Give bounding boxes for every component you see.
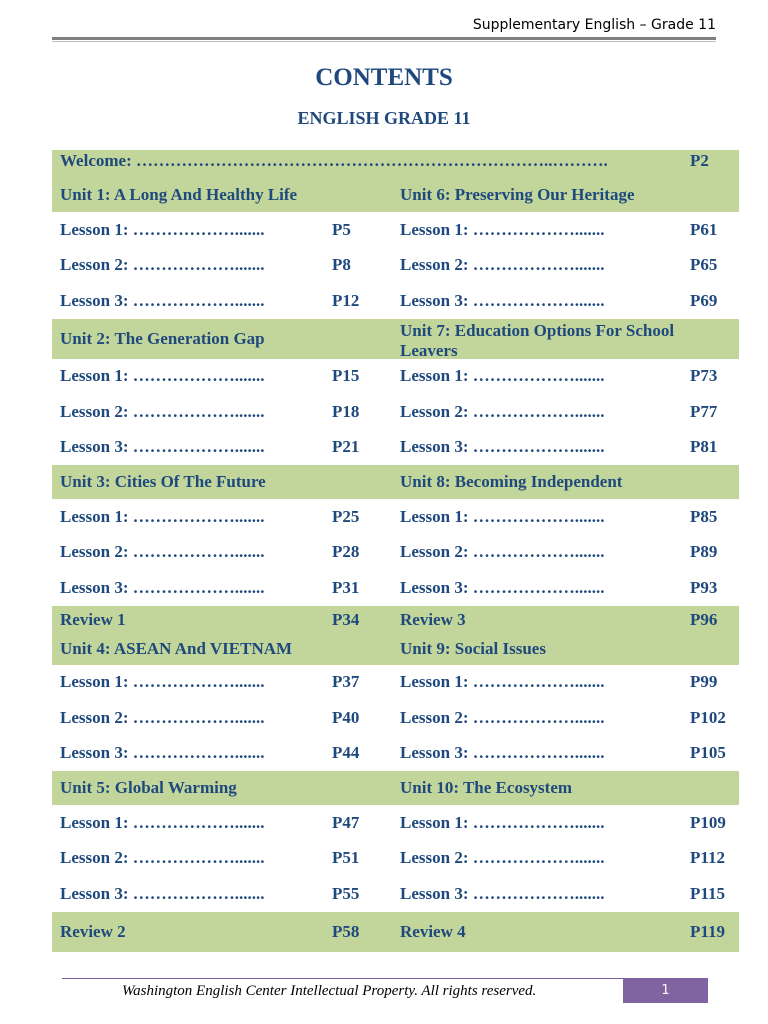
review-label-right: Review 4 — [400, 921, 466, 941]
unit-title-left: Unit 4: ASEAN And VIETNAM — [60, 639, 293, 658]
page-ref-right: P77 — [690, 401, 718, 421]
lesson-row — [52, 841, 739, 877]
page-ref-right: P105 — [690, 743, 726, 763]
header-rule-thin — [52, 41, 716, 42]
unit-title-left: Unit 5: Global Warming — [60, 778, 237, 797]
page-ref-left: P44 — [332, 743, 360, 763]
page-ref-left: P5 — [332, 219, 351, 239]
review-label-left: Review 1 — [60, 609, 126, 629]
page-ref-left: P51 — [332, 848, 360, 868]
unit-row — [52, 465, 739, 499]
footer-rule — [62, 978, 708, 979]
lesson-row — [52, 212, 739, 248]
lesson-label-left: Lesson 1: ………………....... — [60, 219, 265, 239]
lesson-label-right: Lesson 3: ………………....... — [400, 290, 605, 310]
lesson-row — [52, 535, 739, 571]
page-ref-left: P40 — [332, 707, 360, 727]
unit-title-right: Unit 8: Becoming Independent — [400, 472, 623, 491]
unit-title-right: Unit 6: Preserving Our Heritage — [400, 185, 635, 204]
page-ref-left: P8 — [332, 255, 351, 275]
lesson-label-left: Lesson 3: ………………....... — [60, 743, 265, 763]
unit-title-left: Unit 3: Cities Of The Future — [60, 472, 266, 491]
lesson-label-left: Lesson 3: ………………....... — [60, 577, 265, 597]
unit-title-left: Unit 2: The Generation Gap — [60, 328, 265, 348]
lesson-label-left: Lesson 1: ………………....... — [60, 672, 265, 692]
page-ref-left: P55 — [332, 883, 360, 903]
lesson-label-left: Lesson 1: ………………....... — [60, 506, 265, 526]
lesson-label-left: Lesson 1: ………………....... — [60, 812, 265, 832]
review-label-left: Review 2 — [60, 921, 126, 941]
page-ref-right: P96 — [690, 609, 718, 629]
page-ref-left: P31 — [332, 577, 360, 597]
page-number: 1 — [623, 979, 708, 1003]
lesson-label-left: Lesson 2: ………………....... — [60, 542, 265, 562]
header-rule — [52, 37, 716, 40]
page-ref-right: P89 — [690, 542, 718, 562]
page-ref-right: P112 — [690, 848, 725, 868]
lesson-label-left: Lesson 3: ………………....... — [60, 290, 265, 310]
lesson-label-right: Lesson 1: ………………....... — [400, 672, 605, 692]
lesson-label-right: Lesson 3: ………………....... — [400, 743, 605, 763]
lesson-row — [52, 359, 739, 395]
review-row — [52, 912, 739, 952]
lesson-label-right: Lesson 2: ………………....... — [400, 542, 605, 562]
page-ref-left: P12 — [332, 290, 360, 310]
table-of-contents — [52, 150, 739, 952]
lesson-label-right: Lesson 3: ………………....... — [400, 577, 605, 597]
lesson-label-right: Lesson 2: ………………....... — [400, 848, 605, 868]
page-subtitle: ENGLISH GRADE 11 — [297, 108, 471, 128]
lesson-label-right: Lesson 2: ………………....... — [400, 401, 605, 421]
page-title: CONTENTS — [315, 64, 453, 91]
lesson-row — [52, 805, 739, 841]
unit-title-right: Unit 7: Education Options For School Leavers — [400, 320, 675, 360]
page-ref-left: P37 — [332, 672, 360, 692]
unit-row — [52, 634, 739, 665]
lesson-label-left: Lesson 3: ………………....... — [60, 437, 265, 457]
unit-row — [52, 771, 739, 805]
lesson-label-right: Lesson 1: ………………....... — [400, 219, 605, 239]
lesson-label-left: Lesson 1: ………………....... — [60, 366, 265, 386]
lesson-row — [52, 394, 739, 430]
welcome-page: P2 — [690, 151, 709, 170]
lesson-label-right: Lesson 3: ………………....... — [400, 437, 605, 457]
lesson-label-left: Lesson 2: ………………....... — [60, 707, 265, 727]
page-ref-left: P15 — [332, 366, 360, 386]
page-ref-right: P99 — [690, 672, 718, 692]
lesson-row — [52, 665, 739, 701]
page-ref-left: P58 — [332, 921, 360, 941]
welcome-label: Welcome: ………………………………………………………………..………. — [60, 151, 608, 170]
page-ref-right: P119 — [690, 921, 725, 941]
page-ref-right: P85 — [690, 506, 718, 526]
unit-title-right: Unit 10: The Ecosystem — [400, 778, 573, 797]
lesson-label-right: Lesson 3: ………………....... — [400, 883, 605, 903]
unit-row — [52, 319, 739, 359]
footer-copyright: Washington English Center Intellectual Property. All rights reserved. — [122, 983, 537, 999]
lesson-label-left: Lesson 2: ………………....... — [60, 848, 265, 868]
running-header: Supplementary English – Grade 11 — [472, 17, 716, 33]
review-label-right: Review 3 — [400, 609, 466, 629]
page-ref-left: P18 — [332, 401, 360, 421]
unit-title-left: Unit 1: A Long And Healthy Life — [60, 185, 298, 204]
page-ref-right: P73 — [690, 366, 718, 386]
lesson-row — [52, 499, 739, 535]
page-ref-right: P81 — [690, 437, 718, 457]
page-ref-left: P21 — [332, 437, 360, 457]
page-ref-right: P109 — [690, 812, 726, 832]
lesson-label-right: Lesson 2: ………………....... — [400, 707, 605, 727]
page-ref-left: P25 — [332, 506, 360, 526]
page-ref-left: P47 — [332, 812, 360, 832]
page-ref-right: P61 — [690, 219, 718, 239]
lesson-row — [52, 700, 739, 736]
lesson-label-right: Lesson 1: ………………....... — [400, 366, 605, 386]
lesson-row — [52, 876, 739, 912]
page-ref-right: P102 — [690, 707, 726, 727]
unit-title-right: Unit 9: Social Issues — [400, 639, 546, 658]
lesson-row — [52, 736, 739, 772]
lesson-label-right: Lesson 1: ………………....... — [400, 812, 605, 832]
page-ref-left: P34 — [332, 609, 360, 629]
welcome-row — [52, 150, 739, 178]
lesson-label-left: Lesson 2: ………………....... — [60, 401, 265, 421]
lesson-label-left: Lesson 3: ………………....... — [60, 883, 265, 903]
lesson-row — [52, 570, 739, 606]
lesson-label-left: Lesson 2: ………………....... — [60, 255, 265, 275]
review-row — [52, 606, 739, 634]
page-ref-left: P28 — [332, 542, 360, 562]
unit-row — [52, 178, 739, 212]
page-ref-right: P93 — [690, 577, 718, 597]
page-ref-right: P115 — [690, 883, 725, 903]
page-ref-right: P69 — [690, 290, 718, 310]
lesson-label-right: Lesson 2: ………………....... — [400, 255, 605, 275]
lesson-label-right: Lesson 1: ………………....... — [400, 506, 605, 526]
page-ref-right: P65 — [690, 255, 718, 275]
lesson-row — [52, 283, 739, 319]
lesson-row — [52, 430, 739, 466]
lesson-row — [52, 248, 739, 284]
